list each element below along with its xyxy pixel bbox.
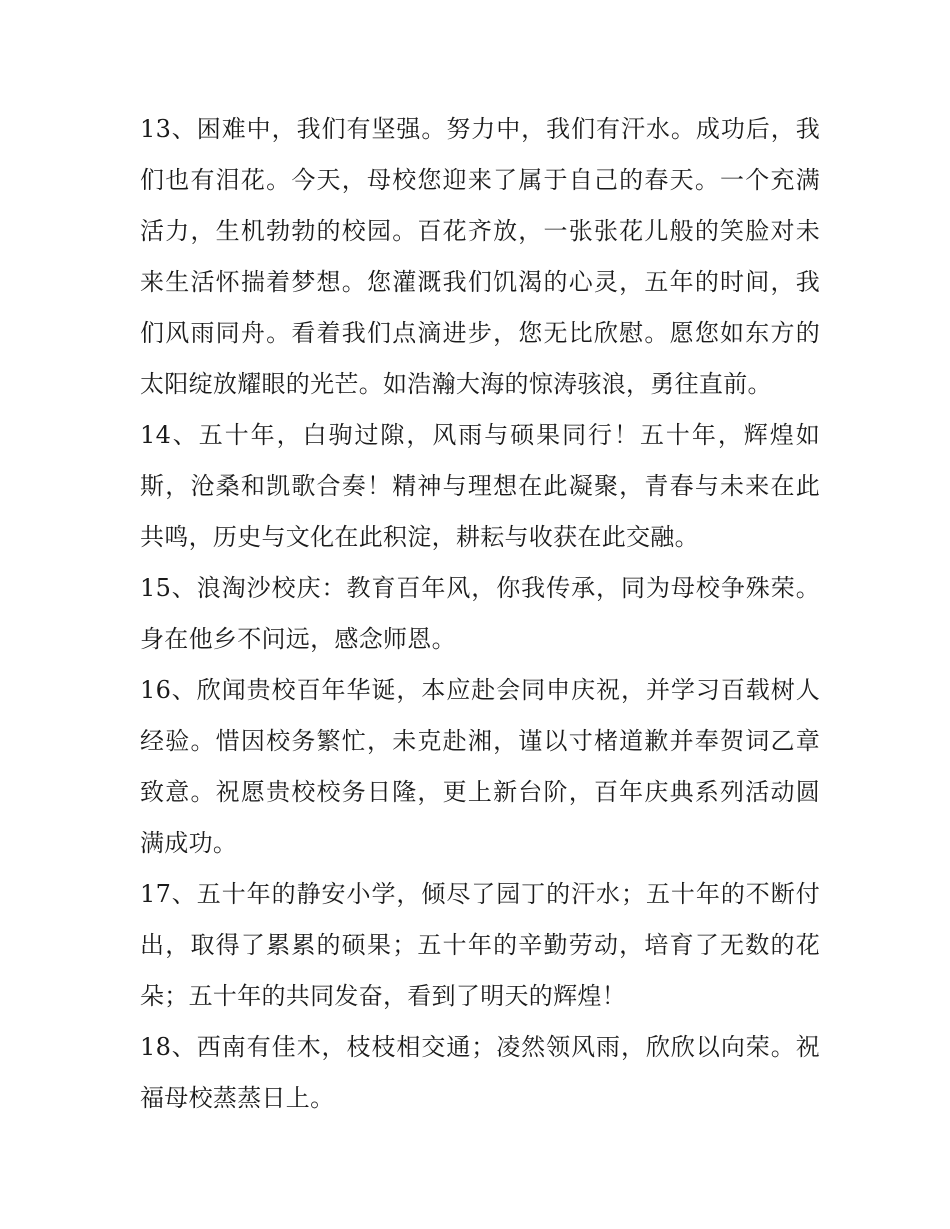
document-body bbox=[140, 104, 820, 1124]
paragraph-14: 14、五十年，白驹过隙，风雨与硕果同行！五十年，辉煌如斯，沧桑和凯歌合奏！精神与理想在此凝聚，青春与未来在此共鸣，历史与文化在此积淀，耕耘与收获在此交融。 bbox=[140, 421, 820, 551]
paragraph-16: 16、欣闻贵校百年华诞，本应赴会同申庆祝，并学习百载树人经验。惜因校务繁忙，未克赴湘，谨以寸楮道歉并奉贺词乙章致意。祝愿贵校校务日隆，更上新台阶，百年庆典系列活动圆满成功。 bbox=[140, 676, 820, 857]
paragraph-18: 18、西南有佳木，枝枝相交通；凌然领风雨，欣欣以向荣。祝福母校蒸蒸日上。 bbox=[140, 1033, 820, 1112]
paragraph-13: 13、困难中，我们有坚强。努力中，我们有汗水。成功后，我们也有泪花。今天，母校您迎来了属于自己的春天。一个充满活力，生机勃勃的校园。百花齐放，一张张花儿般的笑脸对未来生活怀揣着梦想。您灌溉我们饥渴的心灵，五年的时间，我们风雨同舟。看着我们点滴进步，您无比欣慰。愿您如东方的太阳绽放耀眼的光芒。如浩瀚大海的惊涛骇浪，勇往直前。 bbox=[140, 115, 820, 398]
paragraph-17: 17、五十年的静安小学，倾尽了园丁的汗水；五十年的不断付出，取得了累累的硕果；五十年的辛勤劳动，培育了无数的花朵；五十年的共同发奋，看到了明天的辉煌！ bbox=[140, 880, 820, 1010]
paragraph-15: 15、浪淘沙校庆：教育百年风，你我传承，同为母校争殊荣。身在他乡不问远，感念师恩。 bbox=[140, 574, 820, 653]
